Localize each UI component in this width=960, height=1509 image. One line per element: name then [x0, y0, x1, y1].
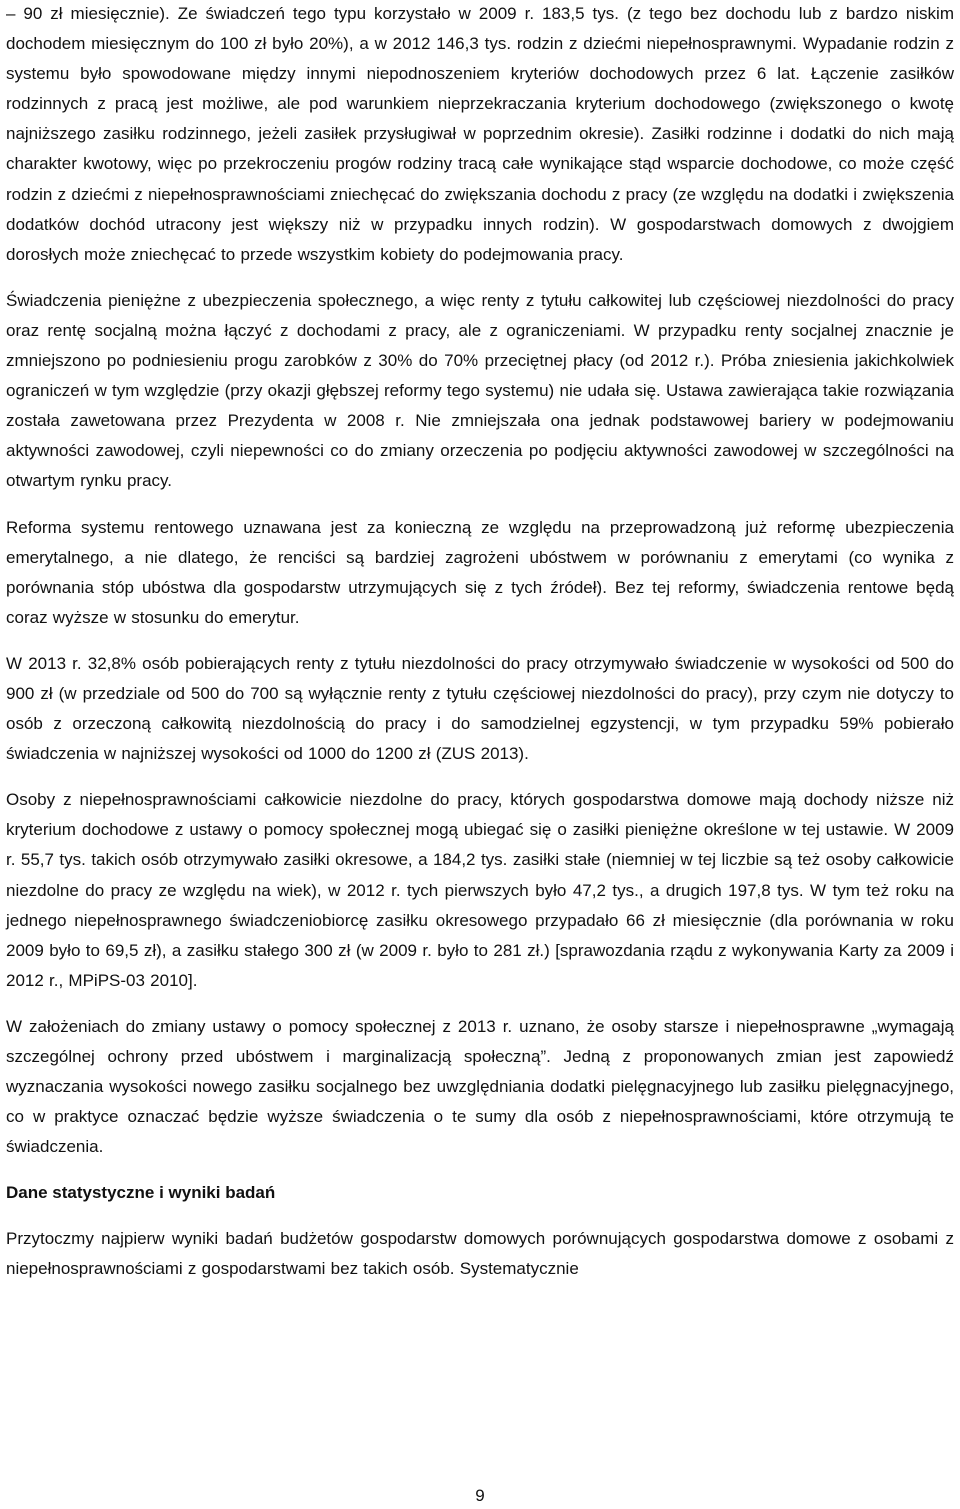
- document-page: [6, 0, 954, 1285]
- paragraph-pension-reform: Reforma systemu rentowego uznawana jest za konieczną ze względu na przeprowadzoną już reformę ubezpieczenia emerytalnego, a nie dlatego, że renciści są bardziej zagrożeni ubóstwem w porównaniu z emerytami (co wynika z porównania stóp ubóstwa dla gospodarstw utrzymujących się z tych źródeł). Bez tej reformy, świadczenia rentowe będą coraz wyższe w stosunku do emerytur.: [6, 517, 954, 627]
- paragraph-household-budgets: Przytoczmy najpierw wyniki badań budżetów gospodarstw domowych porównujących gospodarstwa domowe z osobami z niepełnosprawnościami z gospodarstwami bez takich osób. Systematycznie: [6, 1229, 954, 1279]
- paragraph-social-assistance: Osoby z niepełnosprawnościami całkowicie niezdolne do pracy, których gospodarstwa domowe mają dochody niższe niż kryterium dochodowe z ustawy o pomocy społecznej mogą ubiegać się o zasiłki pieniężne określone w tej ustawie. W 2009 r. 55,7 tys. takich osób otrzymywało zasiłki okresowe, a 184,2 tys. zasiłki stałe (niemniej w tej liczbie są też osoby całkowicie niezdolne do pracy ze względu na wiek), w 2012 r. tych pierwszych było 47,2 tys., a drugich 197,8 tys. W tym też roku na jednego niepełnosprawnego świadczeniobiorcę zasiłku okresowego przypadało 66 zł miesięcznie (dla porównania w roku 2009 było to 69,5 zł), a zasiłku stałego 300 zł (w 2009 r. było to 281 zł.) [sprawozdania rządu z wykonywania Karty za 2009 i 2012 r., MPiPS-03 2010].: [6, 790, 954, 990]
- section-heading: Dane statystyczne i wyniki badań: [6, 1183, 276, 1203]
- page-number: 9: [475, 1486, 485, 1505]
- paragraph-2013-amendments: W założeniach do zmiany ustawy o pomocy społecznej z 2013 r. uznano, że osoby starsze i niepełnosprawne „wymagają szczególnej ochrony przed ubóstwem i marginalizacją społeczną”. Jedną z proponowanych zmian jest zapowiedź wyznaczania wysokości nowego zasiłku socjalnego bez uwzględniania dodatki pielęgnacyjnego lub zasiłku pielęgnacyjnego, co w praktyce oznaczać będzie wyższe świadczenia o te sumy dla osób z niepełnosprawnościami, które otrzymują te świadczenia.: [6, 1016, 954, 1157]
- paragraph-social-insurance-benefits: Świadczenia pieniężne z ubezpieczenia społecznego, a więc renty z tytułu całkowitej lub częściowej niezdolności do pracy oraz rentę socjalną można łączyć z dochodami z pracy, ale z ograniczeniami. W przypadku renty socjalnej znacznie je zmniejszono po podniesieniu progu zarobków z 30% do 70% przeciętnej płacy (od 2012 r.). Próba zniesienia jakichkolwiek ograniczeń w tym względzie (przy okazji głębszej reformy tego systemu) nie udała się. Ustawa zawierająca takie rozwiązania została zawetowana przez Prezydenta w 2008 r. Nie zmniejszała ona jednak podstawowej bariery w podejmowaniu aktywności zawodowej, czyli niepewności co do zmiany orzeczenia po podjęciu aktywności zawodowej w szczególności na otwartym rynku pracy.: [6, 290, 954, 491]
- paragraph-family-allowances: – 90 zł miesięcznie). Ze świadczeń tego typu korzystało w 2009 r. 183,5 tys. (z tego bez dochodu lub z bardzo niskim dochodem miesięcznym do 100 zł było 20%), a w 2012 146,3 tys. rodzin z dziećmi niepełnosprawnymi. Wypadanie rodzin z systemu było spowodowane między innymi niepodnoszeniem kryteriów dochodowych przez 6 lat. Łączenie zasiłków rodzinnych z pracą jest możliwe, ale pod warunkiem nieprzekraczania kryterium dochodowego (zwiększonego o kwotę najniższego zasiłku rodzinnego, jeżeli zasiłek przysługiwał w poprzednim okresie). Zasiłki rodzinne i dodatki do nich mają charakter kwotowy, więc po przekroczeniu progów rodziny tracą całe wynikające stąd wsparcie dochodowe, co może część rodzin z dziećmi z niepełnosprawnościami zniechęcać do zwiększania dochodu z pracy (ze względu na dodatki i zwiększenia dodatków dochód utracony jest większy niż w przypadku innych rodzin). W gospodarstwach domowych z dwojgiem dorosłych może zniechęcać to przede wszystkim kobiety do podejmowania pracy.: [6, 4, 954, 264]
- paragraph-2013-disability-pensions: W 2013 r. 32,8% osób pobierających renty z tytułu niezdolności do pracy otrzymywało świadczenie w wysokości od 500 do 900 zł (w przedziale od 500 do 700 są wyłącznie renty z tytułu częściowej niezdolności do pracy), przy czym nie dotyczy to osób z orzeczoną całkowitą niezdolnością do pracy i do samodzielnej egzystencji, w tym przypadku 59% pobierało świadczenia w najniższej wysokości od 1000 do 1200 zł (ZUS 2013).: [6, 653, 954, 764]
